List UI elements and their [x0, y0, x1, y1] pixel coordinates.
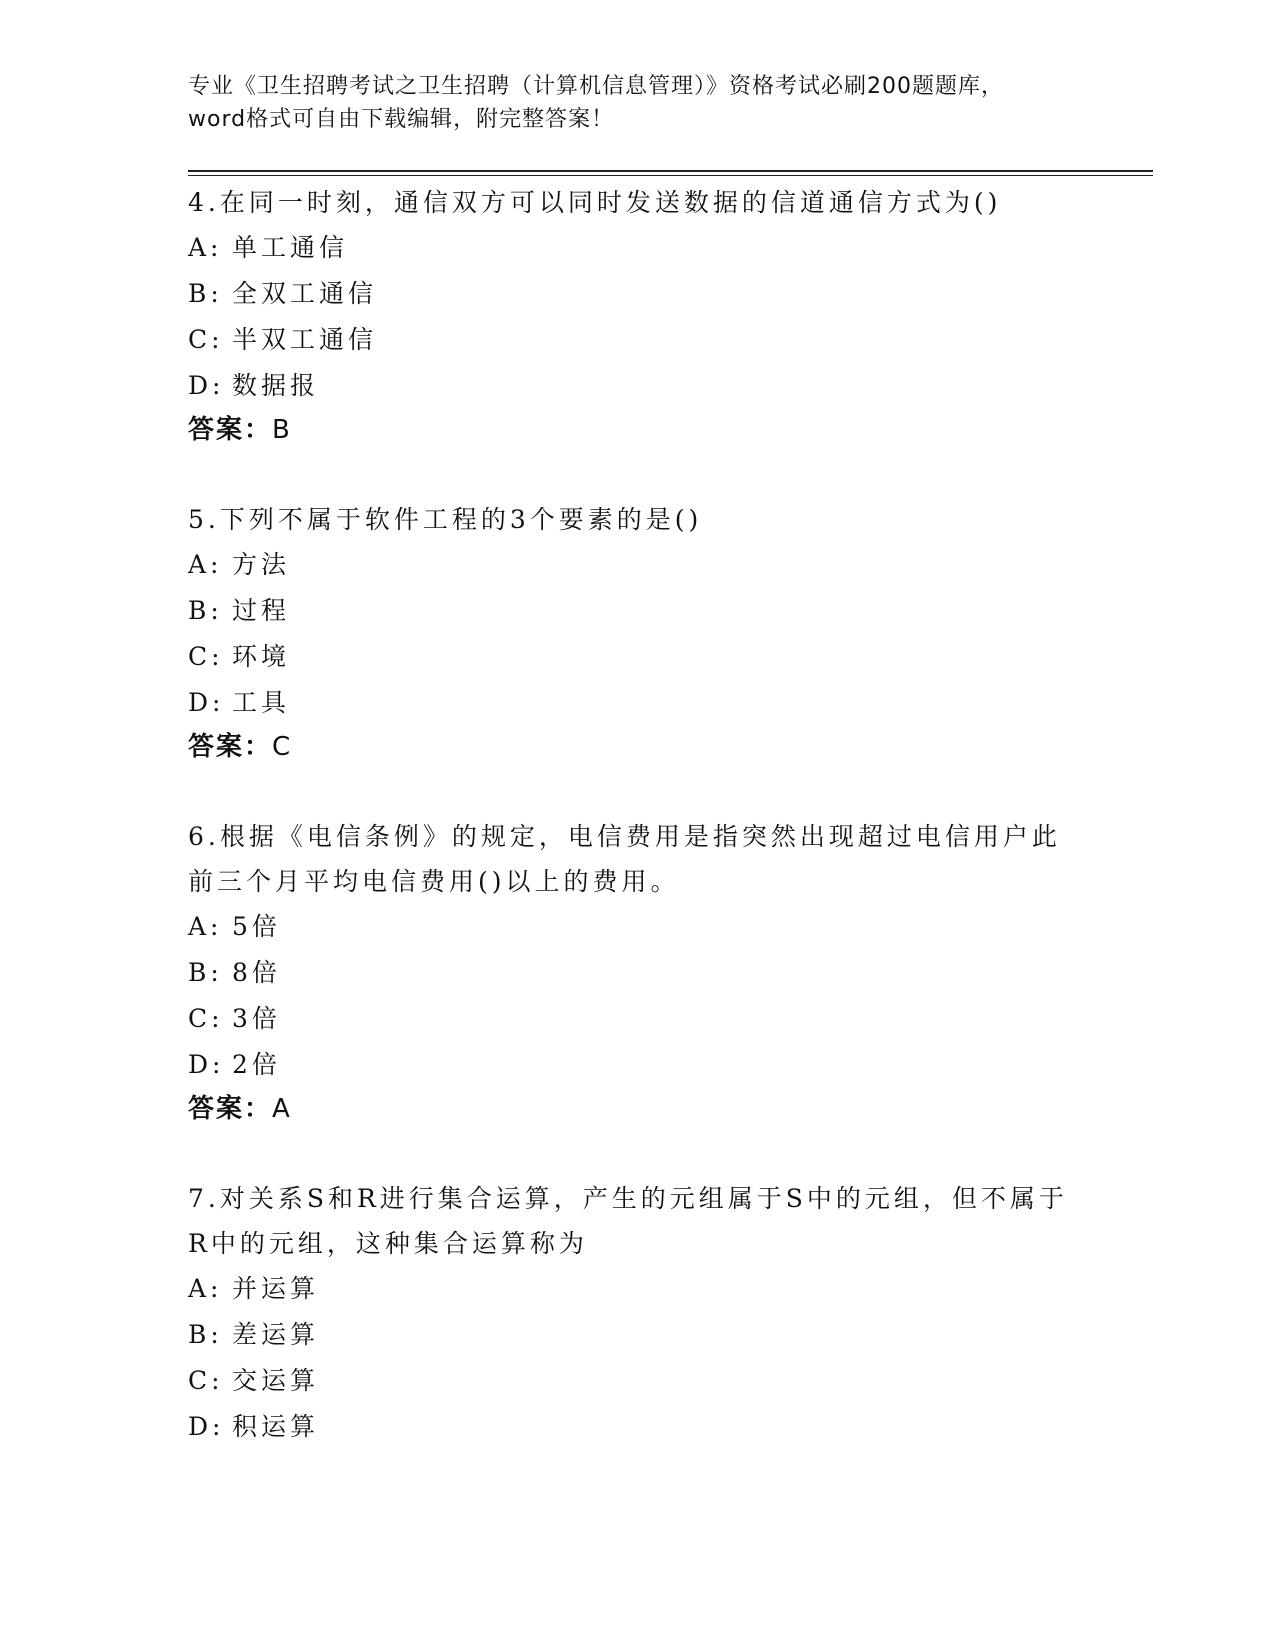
option-text: 半双工通信 [232, 325, 378, 354]
option-text: 5倍 [232, 912, 281, 941]
option-key: B: [188, 958, 223, 987]
header-line-2: word格式可自由下载编辑，附完整答案！ [188, 107, 615, 132]
header-divider [188, 170, 1153, 172]
option-a [188, 542, 1153, 588]
option-d [188, 1404, 1153, 1450]
option-key: B: [188, 1320, 223, 1349]
answer-value: C [272, 732, 293, 762]
option-key: A: [188, 233, 223, 262]
option-text: 3倍 [232, 1004, 281, 1033]
option-text: 单工通信 [232, 233, 349, 262]
answer-label: 答案： [188, 732, 273, 762]
option-text: 环境 [232, 642, 291, 671]
option-d [188, 363, 1153, 409]
option-key: B: [188, 279, 223, 308]
option-key: D: [188, 1412, 225, 1441]
answer-value: B [272, 415, 292, 445]
option-key: C: [188, 1004, 224, 1033]
option-key: A: [188, 550, 223, 579]
option-text: 积运算 [232, 1412, 320, 1441]
answer-label: 答案： [188, 415, 273, 445]
option-text: 方法 [232, 550, 291, 579]
option-key: A: [188, 912, 223, 941]
answer-line [188, 1088, 1153, 1130]
answer-value: A [272, 1094, 292, 1124]
answer-line [188, 409, 1153, 451]
option-key: C: [188, 325, 224, 354]
option-b [188, 1312, 1153, 1358]
document-page [188, 70, 1153, 1496]
option-d [188, 1042, 1153, 1088]
option-text: 差运算 [232, 1320, 320, 1349]
option-a [188, 1266, 1153, 1312]
option-key: A: [188, 1274, 223, 1303]
question-stem: 6.根据《电信条例》的规定，电信费用是指突然出现超过电信用户此前三个月平均电信费用()以上的费用。 [188, 822, 1061, 896]
option-c [188, 634, 1153, 680]
option-b [188, 588, 1153, 634]
option-text: 数据报 [232, 371, 320, 400]
question-7 [188, 1176, 1153, 1450]
question-stem: 7.对关系S和R进行集合运算，产生的元组属于S中的元组，但不属于R中的元组，这种集合运算称为 [188, 1184, 1068, 1258]
option-c [188, 1358, 1153, 1404]
question-stem: 5.下列不属于软件工程的3个要素的是() [188, 505, 703, 534]
option-c [188, 317, 1153, 363]
option-text: 2倍 [232, 1050, 281, 1079]
option-text: 交运算 [232, 1366, 320, 1395]
option-a [188, 904, 1153, 950]
header-line-1: 专业《卫生招聘考试之卫生招聘（计算机信息管理）》资格考试必刷200题题库， [188, 74, 1004, 99]
option-c [188, 996, 1153, 1042]
option-b [188, 950, 1153, 996]
option-text: 8倍 [232, 958, 281, 987]
option-b [188, 271, 1153, 317]
option-text: 并运算 [232, 1274, 320, 1303]
option-text: 全双工通信 [232, 279, 378, 308]
option-key: D: [188, 688, 225, 717]
option-a [188, 225, 1153, 271]
question-list [188, 180, 1153, 1450]
question-6 [188, 814, 1153, 1130]
option-key: C: [188, 642, 224, 671]
document-header [188, 70, 1058, 136]
option-text: 工具 [232, 688, 291, 717]
question-stem: 4.在同一时刻，通信双方可以同时发送数据的信道通信方式为() [188, 188, 1002, 217]
question-4 [188, 180, 1153, 451]
answer-line [188, 726, 1153, 768]
answer-label: 答案： [188, 1094, 273, 1124]
option-key: D: [188, 371, 225, 400]
option-text: 过程 [232, 596, 291, 625]
option-d [188, 680, 1153, 726]
option-key: C: [188, 1366, 224, 1395]
question-5 [188, 497, 1153, 768]
option-key: B: [188, 596, 223, 625]
option-key: D: [188, 1050, 225, 1079]
